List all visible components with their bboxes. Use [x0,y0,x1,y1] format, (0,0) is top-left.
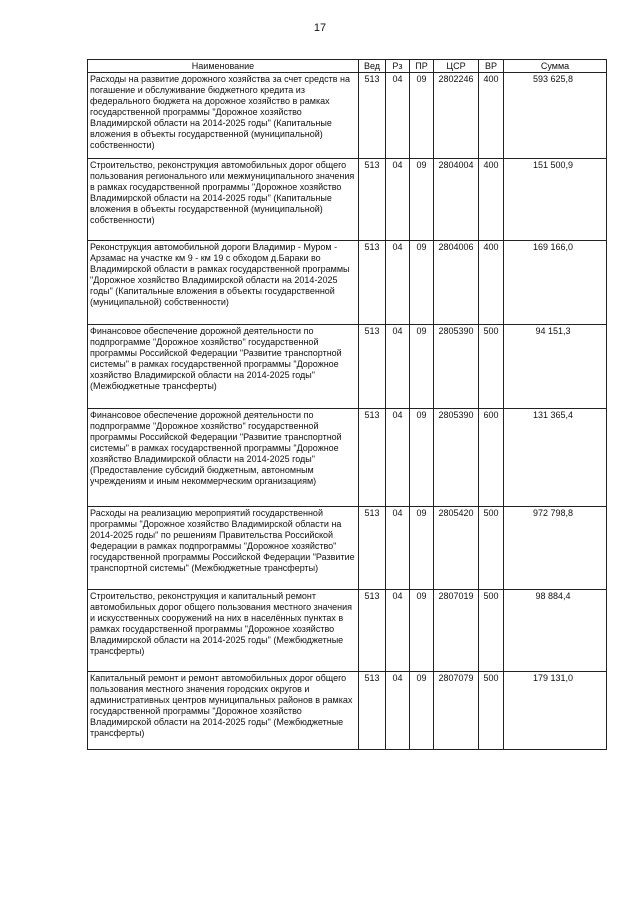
row-vr: 400 [479,73,504,159]
row-rz: 04 [386,409,410,507]
row-vr: 400 [479,159,504,241]
row-vr: 500 [479,507,504,590]
table-header [88,60,607,73]
row-sum: 151 500,9 [504,159,607,241]
table-row [88,672,607,750]
table-row [88,159,607,241]
row-pr: 09 [410,672,434,750]
header-vr: ВР [479,60,504,73]
row-ved: 513 [359,73,386,159]
row-sum: 169 166,0 [504,241,607,325]
header-rz: Рз [386,60,410,73]
table-body [88,73,607,750]
row-name: Капитальный ремонт и ремонт автомобильных дорог общего пользования местного значения городских округов и административных центров муниципальных районов в рамках государственной программы "Дорожное хозяйство Владимирской области на 2014-2025 годы" (Межбюджетные трансферты) [88,672,359,750]
row-csr: 2807079 [434,672,479,750]
table-row [88,73,607,159]
row-ved: 513 [359,159,386,241]
row-ved: 513 [359,325,386,409]
row-sum: 131 365,4 [504,409,607,507]
row-rz: 04 [386,325,410,409]
row-vr: 500 [479,672,504,750]
row-sum: 98 884,4 [504,590,607,672]
row-pr: 09 [410,409,434,507]
row-name: Строительство, реконструкция автомобильных дорог общего пользования регионального или межмуниципального значения в рамках государственной программы "Дорожное хозяйство Владимирской области на 2014-2025 годы" (Капитальные вложения в объекты государственной (муниципальной) собственности) [88,159,359,241]
row-csr: 2804004 [434,159,479,241]
header-pr: ПР [410,60,434,73]
row-csr: 2807019 [434,590,479,672]
row-ved: 513 [359,507,386,590]
row-pr: 09 [410,325,434,409]
header-ved: Вед [359,60,386,73]
row-csr: 2804006 [434,241,479,325]
row-pr: 09 [410,590,434,672]
row-vr: 500 [479,590,504,672]
row-name: Расходы на реализацию мероприятий государственной программы "Дорожное хозяйство Владимирской области на 2014-2025 годы" по решениям Правительства Российской Федерации в рамках подпрограммы "Дорожное хозяйство" государственной программы Российской Федерации "Развитие транспортной системы" (Межбюджетные трансферты) [88,507,359,590]
row-pr: 09 [410,159,434,241]
row-sum: 593 625,8 [504,73,607,159]
row-csr: 2805420 [434,507,479,590]
row-vr: 500 [479,325,504,409]
row-rz: 04 [386,73,410,159]
header-row [88,60,607,73]
row-csr: 2805390 [434,325,479,409]
header-sum: Сумма [504,60,607,73]
budget-table [87,59,607,750]
header-name: Наименование [88,60,359,73]
row-name: Финансовое обеспечение дорожной деятельности по подпрограмме "Дорожное хозяйство" государственной программы Российской Федерации "Развитие транспортной системы" в рамках государственной программы "Дорожное хозяйство Владимирской области на 2014-2025 годы" (Межбюджетные трансферты) [88,325,359,409]
row-pr: 09 [410,73,434,159]
row-ved: 513 [359,241,386,325]
row-sum: 94 151,3 [504,325,607,409]
row-csr: 2802246 [434,73,479,159]
row-rz: 04 [386,590,410,672]
row-name: Реконструкция автомобильной дороги Владимир - Муром - Арзамас на участке км 9 - км 19 с обходом д.Бараки во Владимирской области в рамках государственной программы "Дорожное хозяйство Владимирской области на 2014-2025 годы" (Капитальные вложения в объекты государственной (муниципальной) собственности) [88,241,359,325]
row-sum: 179 131,0 [504,672,607,750]
row-ved: 513 [359,409,386,507]
row-rz: 04 [386,672,410,750]
row-rz: 04 [386,241,410,325]
row-rz: 04 [386,159,410,241]
row-vr: 600 [479,409,504,507]
table-row [88,325,607,409]
row-pr: 09 [410,507,434,590]
table-row [88,507,607,590]
row-name: Строительство, реконструкция и капитальный ремонт автомобильных дорог общего пользования местного значения и искусственных сооружений на них в населённых пунктах в рамках государственной программы "Дорожное хозяйство Владимирской области на 2014-2025 годы" (Межбюджетные трансферты) [88,590,359,672]
row-ved: 513 [359,590,386,672]
row-csr: 2805390 [434,409,479,507]
row-rz: 04 [386,507,410,590]
page-number: 17 [313,22,327,34]
row-vr: 400 [479,241,504,325]
row-ved: 513 [359,672,386,750]
table-row [88,409,607,507]
row-sum: 972 798,8 [504,507,607,590]
row-pr: 09 [410,241,434,325]
table-row [88,590,607,672]
header-csr: ЦСР [434,60,479,73]
table-row [88,241,607,325]
row-name: Финансовое обеспечение дорожной деятельности по подпрограмме "Дорожное хозяйство" государственной программы Российской Федерации "Развитие транспортной системы" в рамках государственной программы "Дорожное хозяйство Владимирской области на 2014-2025 годы" (Предоставление субсидий бюджетным, автономным учреждениям и иным некоммерческим организациям) [88,409,359,507]
row-name: Расходы на развитие дорожного хозяйства за счет средств на погашение и обслуживание бюджетного кредита из федерального бюджета на дорожное хозяйство в рамках государственной программы "Дорожное хозяйство Владимирской области на 2014-2025 годы" (Капитальные вложения в объекты государственной (муниципальной) собственности) [88,73,359,159]
